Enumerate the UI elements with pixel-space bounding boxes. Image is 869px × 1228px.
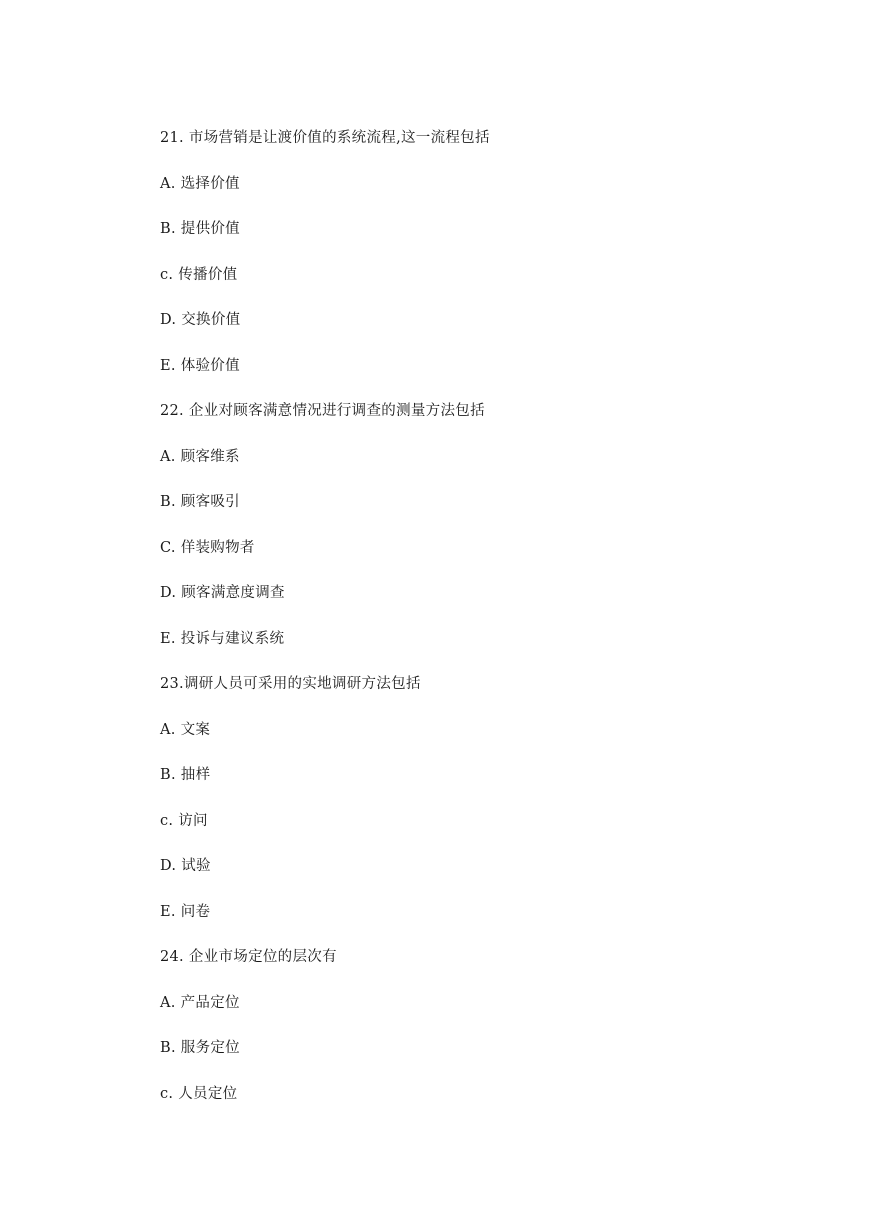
question-24-stem: 24. 企业市场定位的层次有 bbox=[160, 949, 337, 965]
question-21-option-a: A. 选择价值 bbox=[160, 175, 240, 192]
question-21-option-d: D. 交换价值 bbox=[160, 312, 241, 328]
question-21-option-b: B. 提供价值 bbox=[160, 221, 240, 237]
question-23-stem: 23.调研人员可采用的实地调研方法包括 bbox=[160, 676, 421, 692]
question-list bbox=[160, 126, 800, 1127]
question-24-option-b: B. 服务定位 bbox=[160, 1040, 240, 1056]
question-23-option-d: D. 试验 bbox=[160, 858, 211, 874]
question-22-option-b: B. 顾客吸引 bbox=[160, 494, 240, 510]
question-22-option-e: E. 投诉与建议系统 bbox=[160, 630, 285, 647]
question-24-option-a: A. 产品定位 bbox=[160, 994, 240, 1011]
question-23-option-e: E. 问卷 bbox=[160, 903, 211, 920]
question-23-option-a: A. 文案 bbox=[160, 721, 211, 738]
question-21-option-e: E. 体验价值 bbox=[160, 357, 240, 374]
question-21-option-c: c. 传播价值 bbox=[160, 266, 238, 283]
question-22-option-c: C. 佯装购物者 bbox=[160, 539, 255, 556]
question-23-option-b: B. 抽样 bbox=[160, 767, 211, 783]
question-23-option-c: c. 访问 bbox=[160, 812, 208, 829]
question-21-stem: 21. 市场营销是让渡价值的系统流程,这一流程包括 bbox=[160, 130, 490, 146]
question-22-option-a: A. 顾客维系 bbox=[160, 448, 240, 465]
question-22-option-d: D. 顾客满意度调查 bbox=[160, 585, 285, 601]
question-24-option-c: c. 人员定位 bbox=[160, 1085, 238, 1102]
question-22-stem: 22. 企业对顾客满意情况进行调查的测量方法包括 bbox=[160, 403, 485, 419]
